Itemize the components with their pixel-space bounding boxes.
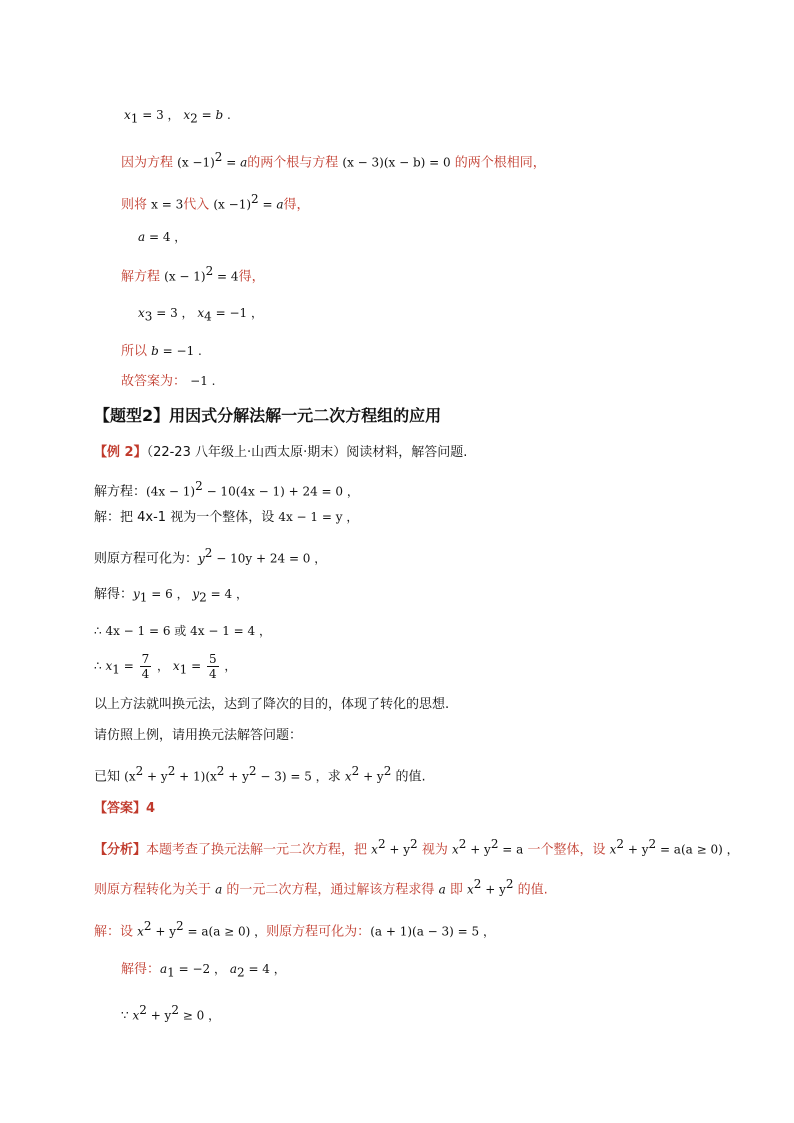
material-x-roots: ∴ $x_1$ = $\frac{7}{4}$ ， $x_1$ = $\frac{5}{4}$ ， <box>94 652 237 681</box>
solution-line-a-value: a = 4 ， <box>138 230 187 244</box>
material-equation: 解方程：$(4x - 1)^2 - 10(4x - 1) + 24 = 0$ ， <box>94 479 359 500</box>
material-y-roots: 解得：$y_1 = 6$ ， $y_2 = 4$ ， <box>94 587 248 605</box>
solution-a-roots: 解得：$a_1 = -2$ ， $a_2 = 4$ ， <box>121 962 286 980</box>
solution-line-therefore: 所以 b = −1 . <box>121 344 202 359</box>
solution-nonnegative: ∵ $x^2 + y^2 \ge 0$ ， <box>121 1003 221 1023</box>
solution-line-roots: $x_1 = 3$ ， $x_2 = b$ . <box>124 108 231 126</box>
material-transformed: 则原方程可化为：$y^2 - 10y + 24 = 0$ ， <box>94 546 327 567</box>
solution-set-line: 解：设 $x^2 + y^2 = a(a \ge 0)$ ，则原方程可化为：(a + 1)(a − 3) = 5 ， <box>94 919 495 940</box>
material-cases: ∴ 4x − 1 = 6 或 4x − 1 = 4 ， <box>94 624 271 638</box>
solution-line-because: 因为方程 $(x -1)^2 = a$的两个根与方程 (x − 3)(x − b) = 0 的两个根相同， <box>121 150 546 171</box>
solution-line-solve: 解方程 $(x - 1)^2 = 4$得， <box>121 264 265 285</box>
solution-line-answer: 故答案为： −1 . <box>121 374 216 389</box>
task-instruction: 请仿照上例，请用换元法解答问题： <box>94 728 303 743</box>
analysis-line-1: 【分析】本题考查了换元法解一元二次方程，把 $x^2 + y^2$ 视为 $x^2 + y^2 = a$ 一个整体，设 $x^2 + y^2 = a(a \ge 0)$ ， <box>94 837 739 858</box>
problem-statement: 已知 $(x^2 + y^2 + 1)(x^2 + y^2 - 3) = 5$ ，求 $x^2 + y^2$ 的值. <box>94 764 426 785</box>
section-heading: 【题型2】用因式分解法解一元二次方程组的应用 <box>94 406 442 425</box>
method-note: 以上方法就叫换元法，达到了降次的目的，体现了转化的思想. <box>94 697 450 712</box>
solution-line-substitute: 则将 x = 3代入 $(x -1)^2 = a$得， <box>121 192 310 213</box>
analysis-line-2: 则原方程转化为关于 a 的一元二次方程，通过解该方程求得 a 即 $x^2 + y^2$ 的值. <box>94 877 548 898</box>
material-substitution: 解：把 4x-1 视为一个整体，设 4x − 1 = y ， <box>94 510 359 525</box>
solution-line-x3-x4: $x_3 = 3$ ， $x_4 = -1$ ， <box>138 306 263 324</box>
fraction-seven-fourths: $\frac{7}{4}$ <box>141 652 150 681</box>
answer-line: 【答案】4 <box>94 801 156 816</box>
fraction-five-fourths: $\frac{5}{4}$ <box>208 652 217 681</box>
example-intro: 【例 2】（22-23 八年级上·山西太原·期末）阅读材料，解答问题. <box>94 445 468 460</box>
